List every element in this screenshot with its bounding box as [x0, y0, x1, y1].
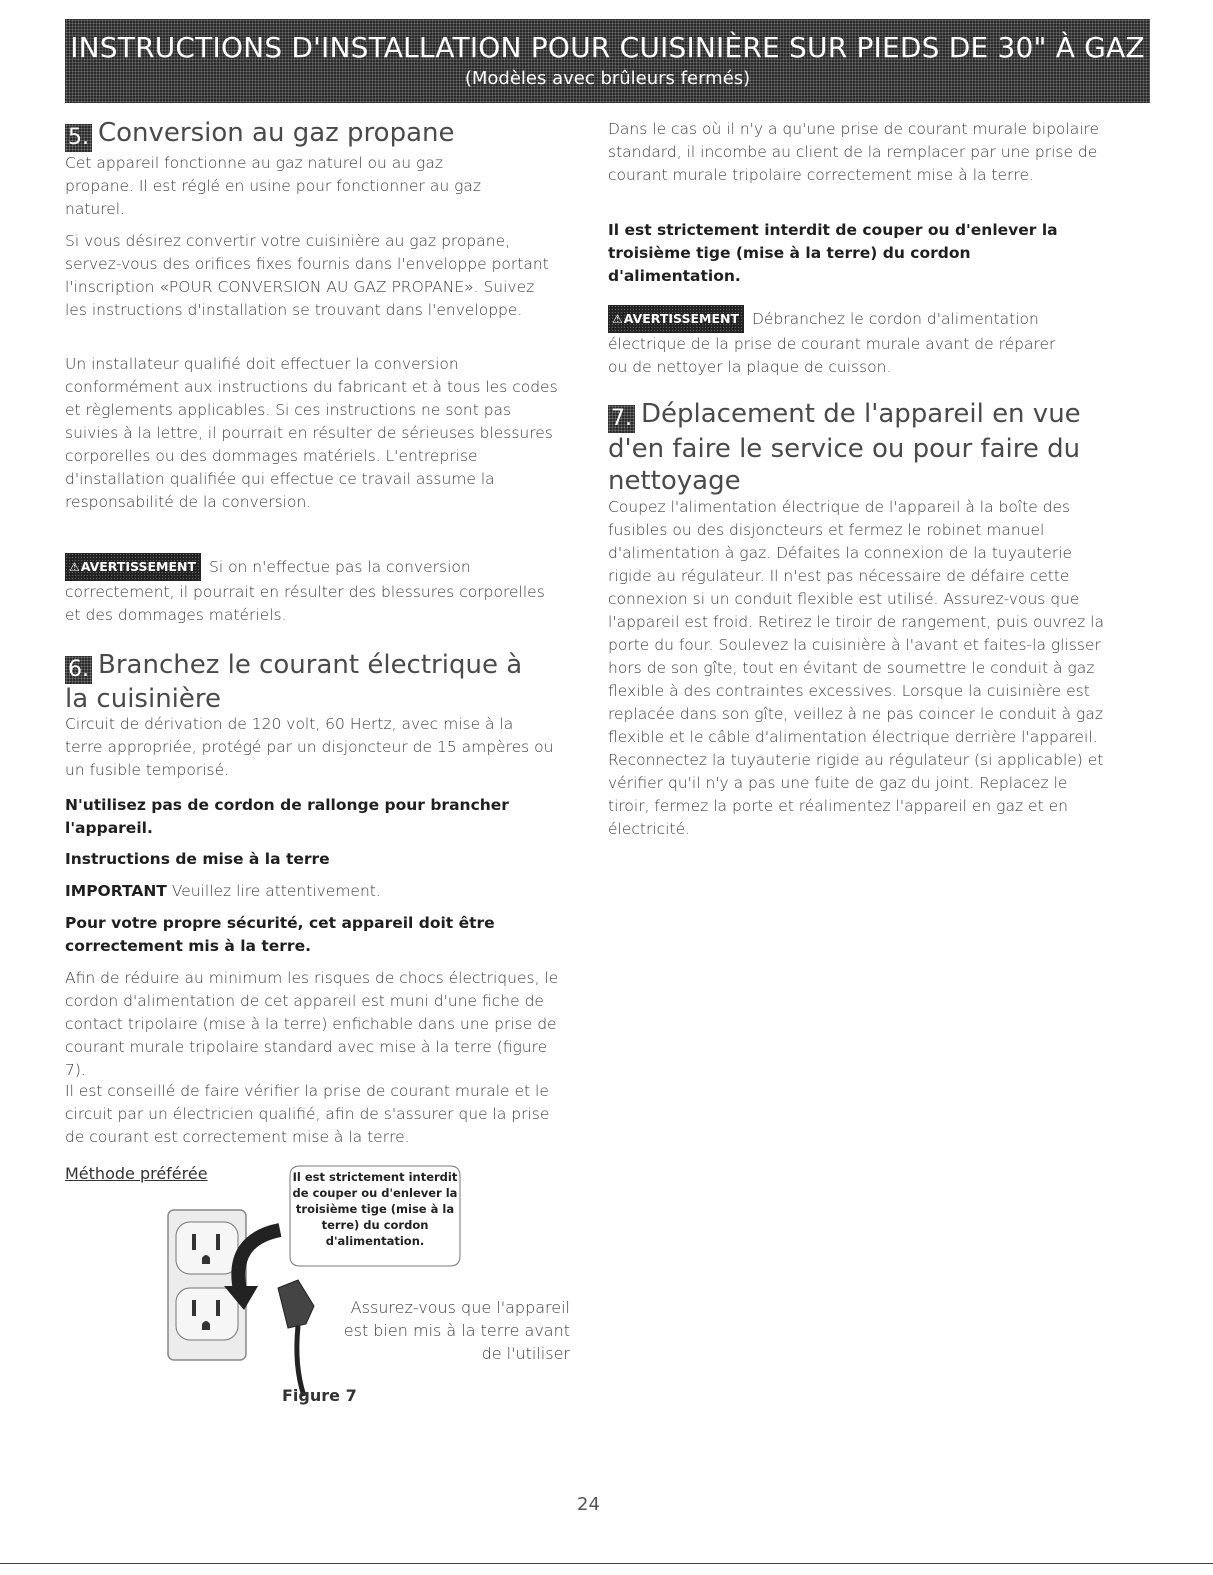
warning-label: [608, 305, 744, 333]
section-6-heading: [65, 650, 565, 714]
warning-text: Débranchez le cordon d'alimentation électrique de la prise de courant murale avant de réparer ou de nettoyer la plaque de cuisson.: [608, 310, 1056, 376]
document-title: INSTRUCTIONS D'INSTALLATION POUR CUISINIÈRE SUR PIEDS DE 30" À GAZ: [70, 31, 1145, 64]
important-text: Veuillez lire attentivement.: [171, 882, 381, 900]
section-number-badge: 6.: [65, 656, 92, 684]
warning-triangle-icon: ⚠: [612, 312, 623, 326]
bottom-rule: [0, 1563, 1213, 1564]
section-5-heading: [65, 118, 565, 152]
section-5-paragraph: Si vous désirez convertir votre cuisinière au gaz propane, servez-vous des orifices fixes fournis dans l'enveloppe portant l'inscription «POUR CONVERSION AU GAZ PROPANE». Suivez les instructions d'installation se trouvant dans l'enveloppe.: [65, 232, 549, 319]
section-5-title: Conversion au gaz propane: [98, 118, 455, 148]
right-paragraph: Dans le cas où il n'y a qu'une prise de courant murale bipolaire standard, il incombe au client de la remplacer par une prise de courant murale tripolaire correctement mise à la terre.: [608, 120, 1100, 184]
important-note: [65, 880, 565, 903]
figure-caption: Figure 7: [282, 1386, 357, 1405]
grounding-instructions-heading: Instructions de mise à la terre: [65, 850, 330, 868]
safety-bold-note: Pour votre propre sécurité, cet appareil doit être correctement mis à la terre.: [65, 914, 495, 955]
section-5-paragraph: Un installateur qualifié doit effectuer la conversion conformément aux instructions du fabricant et à tous les codes et règlements applicables. Si ces instructions ne sont pas suivies à la lettre, il pourrait en résulter de sérieuses blessures corporelles ou des dommages matériels. L'entreprise d'installation qualifiée qui effectue ce travail assume la responsabilité de la conversion.: [65, 355, 558, 511]
warning-label: [65, 553, 201, 581]
section-7-title-line3: nettoyage: [608, 466, 741, 496]
warning-label-text: AVERTISSEMENT: [80, 559, 196, 574]
warning-label-text: AVERTISSEMENT: [623, 311, 739, 326]
warning-triangle-icon: ⚠: [69, 560, 80, 574]
section-7-heading: [608, 398, 1108, 497]
right-warning: [608, 305, 1078, 379]
figure-note: Assurez-vous que l'appareil est bien mis à la terre avant de l'utiliser: [343, 1298, 570, 1363]
section-7-paragraph: Coupez l'alimentation électrique de l'appareil à la boîte des fusibles ou des disjoncteurs et fermez le robinet manuel d'alimentation à gaz. Défaites la connexion de la tuyauterie rigide au régulateur. Il n'est pas nécessaire de défaire cette connexion si un conduit flexible est utilisé. Assurez-vous que l'appareil est froid. Retirez le tiroir de rangement, puis ouvrez la porte du four. Soulevez la cuisinière à l'avant et faites-la glisser hors de son gîte, tout en évitant de soumettre le conduit à gaz flexible à des contraintes excessives. Lorsque la cuisinière est replacée dans son gîte, veillez à ne pas coincer le conduit à gaz flexible et le câble d'alimentation électrique derrière l'appareil. Reconnectez la tuyauterie rigide au régulateur (si applicable) et vérifier qu'il n'y a pas une fuite de gaz du joint. Replacez le tiroir, fermez la porte et réalimentez l'appareil en gaz et en électricité.: [608, 498, 1104, 838]
header-banner: [65, 19, 1150, 103]
important-label: IMPORTANT: [65, 882, 167, 900]
section-6-title-line2: la cuisinière: [65, 684, 221, 714]
section-5-warning: [65, 553, 565, 627]
section-5-paragraph: Cet appareil fonctionne au gaz naturel ou au gaz propane. Il est réglé en usine pour fonctionner au gaz naturel.: [65, 154, 482, 218]
callout-bubble-text: Il est strictement interdit de couper ou d'enlever la troisième tige (mise à la terre) du cordon d'alimentation.: [292, 1170, 458, 1248]
right-bold-note: Il est strictement interdit de couper ou d'enlever la troisième tige (mise à la terre) du cordon d'alimentation.: [608, 221, 1058, 285]
section-6-bold-note: N'utilisez pas de cordon de rallonge pour brancher l'appareil.: [65, 796, 509, 837]
warning-text: Si on n'effectue pas la conversion correctement, il pourrait en résulter des blessures corporelles et des dommages matériels.: [65, 558, 545, 624]
preferred-method-label: Méthode préférée: [65, 1164, 208, 1183]
section-number-badge: 7.: [608, 405, 635, 433]
section-number-badge: 5.: [65, 124, 92, 152]
section-6-paragraph: Circuit de dérivation de 120 volt, 60 Hertz, avec mise à la terre appropriée, protégé par un disjoncteur de 15 ampères ou un fusible temporisé.: [65, 715, 554, 779]
page-number: 24: [577, 1494, 600, 1515]
section-6-paragraph: Il est conseillé de faire vérifier la prise de courant murale et le circuit par un électricien qualifié, afin de s'assurer que la prise de courant est correctement mise à la terre.: [65, 1082, 550, 1146]
section-6-title-line1: Branchez le courant électrique à: [98, 650, 523, 680]
document-subtitle: (Modèles avec brûleurs fermés): [464, 68, 751, 89]
section-7-title-line2: d'en faire le service ou pour faire du: [608, 434, 1081, 464]
section-6-paragraph: Afin de réduire au minimum les risques de chocs électriques, le cordon d'alimentation de cet appareil est muni d'une fiche de contact tripolaire (mise à la terre) enfichable dans une prise de courant murale tripolaire standard avec mise à la terre (figure 7).: [65, 969, 559, 1079]
section-7-title-line1: Déplacement de l'appareil en vue: [641, 399, 1081, 429]
